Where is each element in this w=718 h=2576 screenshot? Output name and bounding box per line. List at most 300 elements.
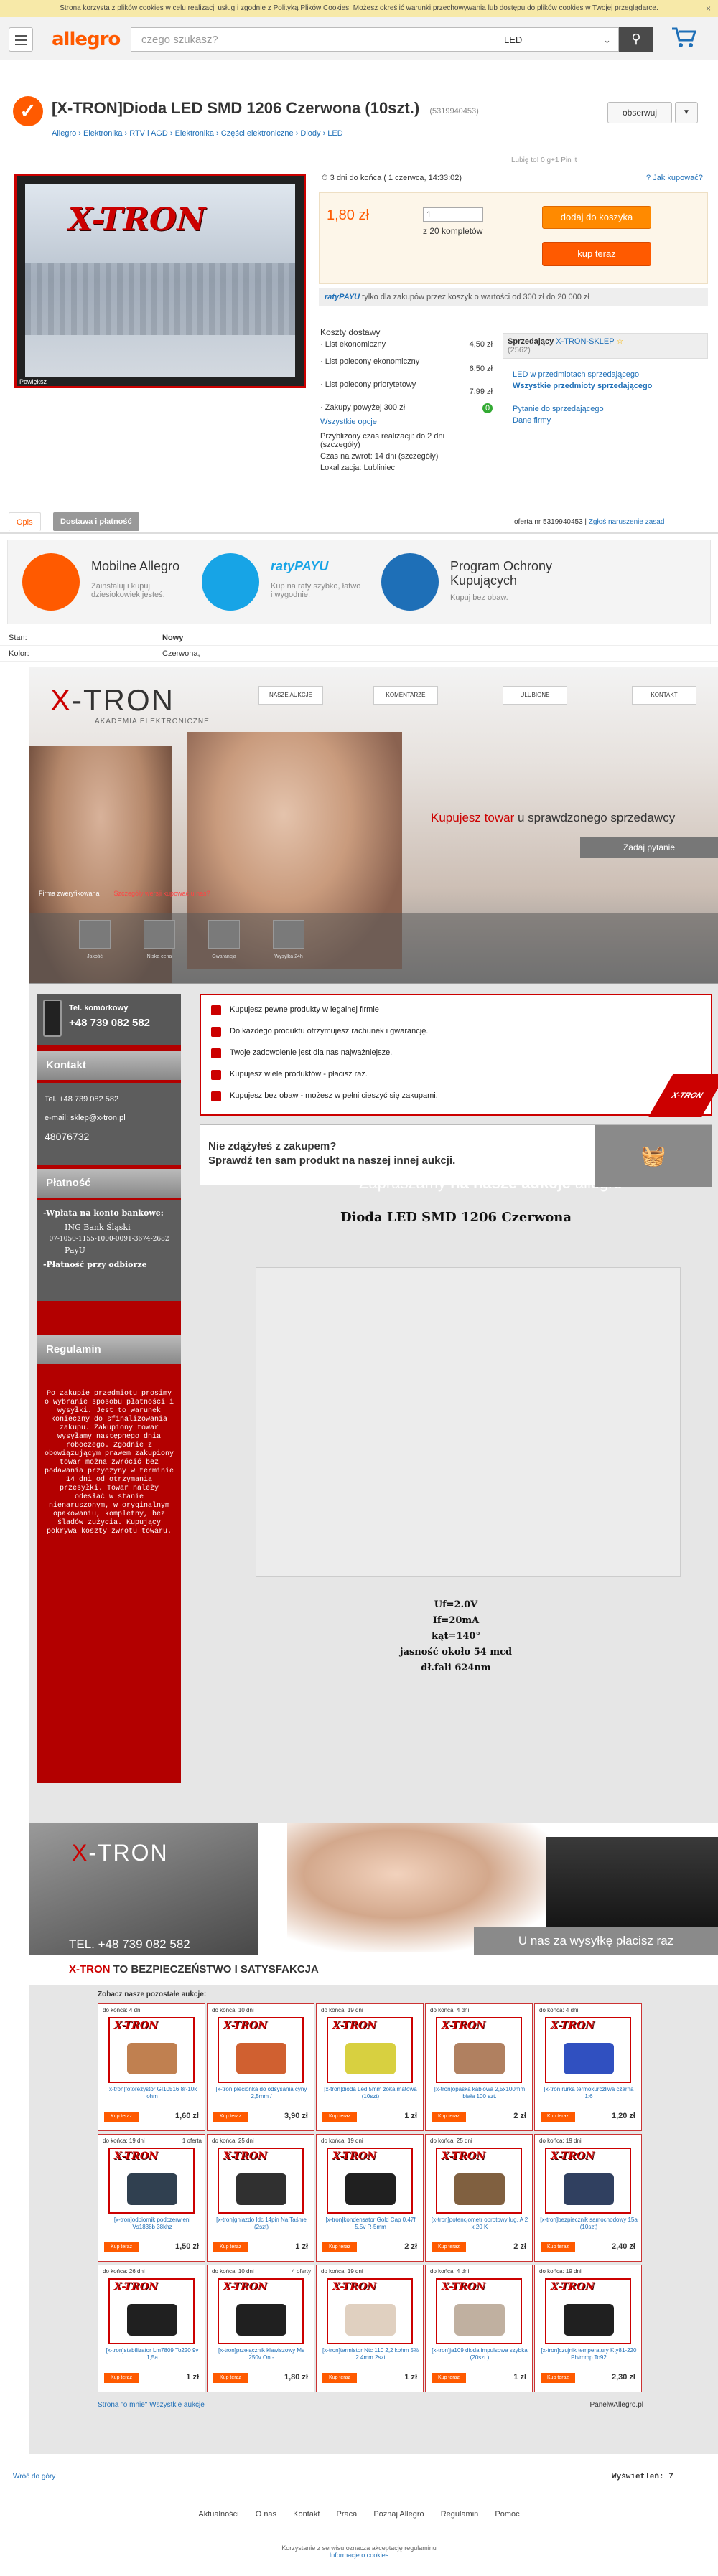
tile-time-left: [539, 2007, 638, 2013]
tile-image[interactable]: [108, 2278, 195, 2344]
phone-icon: [43, 1000, 62, 1037]
tile-time-left: [212, 2268, 311, 2275]
bottom-phone: TEL. +48 739 082 582: [69, 1937, 190, 1951]
category-select[interactable]: [497, 27, 619, 52]
attribute-value: Czerwona,: [162, 649, 200, 658]
observe-dropdown-button[interactable]: [675, 102, 698, 123]
tile-image[interactable]: [545, 2148, 631, 2214]
tab-delivery-payment[interactable]: Dostawa i płatność: [53, 512, 139, 531]
tile-price: 2,30 zł: [611, 2373, 635, 2382]
tile-product-photo: [127, 2304, 177, 2336]
tile-buy-button[interactable]: Kup teraz: [104, 2112, 139, 2122]
cart-button[interactable]: [666, 26, 701, 53]
logo-rest: -TRON: [72, 683, 174, 717]
xtron-logo: [72, 1840, 169, 1866]
umbrella-icon: [381, 553, 439, 611]
offer-title-text: [X-TRON]Dioda LED SMD 1206 Czerwona (10szt.): [52, 99, 420, 117]
features-box: [200, 994, 712, 1116]
tile-price: 1,80 zł: [284, 2373, 308, 2382]
product-heading: Dioda LED SMD 1206 Czerwona: [340, 1210, 572, 1225]
tile-time-left: [103, 2138, 202, 2144]
tile-image[interactable]: [545, 2017, 631, 2083]
all-shipping-options-link[interactable]: Wszystkie opcje: [320, 418, 377, 426]
tile-name[interactable]: [x-tron]przełącznik klawiszowy Ms 250v On -: [218, 2347, 305, 2361]
spec-line: dł.fali 624nm: [421, 1663, 491, 1673]
add-to-cart-button[interactable]: dodaj do koszyka: [542, 206, 651, 229]
seller-rating: (2562): [508, 346, 531, 354]
tile-time-left: [103, 2007, 202, 2013]
tile-time-left: [103, 2268, 202, 2275]
attribute-label: Stan:: [9, 634, 27, 642]
auction-tile[interactable]: [207, 2003, 314, 2131]
auction-tile[interactable]: [534, 2003, 642, 2131]
tile-time-text: do końca: 25 dni: [430, 2138, 472, 2144]
tile-price: 1 zł: [186, 2373, 199, 2382]
feature: Do każdego produktu otrzymujesz rachunek i gwarancję.: [230, 1027, 429, 1035]
icon-label: Gwarancja: [212, 954, 236, 959]
xtron-corner: X-TRON: [648, 1074, 718, 1117]
tile-buy-button[interactable]: Kup teraz: [432, 2242, 466, 2252]
nav-favorites[interactable]: ULUBIONE: [503, 686, 567, 705]
tile-image[interactable]: [108, 2017, 195, 2083]
promo-protection[interactable]: [376, 547, 562, 616]
tile-name[interactable]: [x-tron]ja109 dioda impulsowa szybka (20szt.): [432, 2347, 528, 2361]
time-left-text: 3 dni do końca ( 1 czerwca, 14:33:02): [330, 174, 462, 182]
return-time: Czas na zwrot: 14 dni (szczegóły): [320, 452, 439, 461]
tile-name[interactable]: [x-tron]gniazdo Idc 14pin Na Taśme (2szt): [216, 2217, 307, 2230]
search-button[interactable]: [619, 27, 653, 52]
menu-icon: [15, 35, 27, 37]
seller-link[interactable]: Dane firmy: [513, 416, 551, 425]
icon-label: Niska cena: [146, 954, 172, 959]
phone-label: Tel. komórkowy: [69, 1004, 129, 1012]
check-icon: [211, 1005, 221, 1015]
tile-image[interactable]: [327, 2017, 413, 2083]
tile-product-photo: [236, 2304, 286, 2336]
tile-time-text: do końca: 4 dni: [103, 2007, 142, 2013]
tile-name[interactable]: [x-tron]czujnik temperatury Kty81-220 Ph/rnmp To92: [541, 2347, 637, 2361]
tile-product-photo: [127, 2043, 177, 2074]
led-strip-photo: [25, 263, 295, 335]
tile-time-text: do końca: 19 dni: [321, 2138, 363, 2144]
shipping-value: 6,50 zł: [469, 365, 493, 373]
seller-name[interactable]: X-TRON-SKLEP: [556, 337, 615, 346]
seller-link[interactable]: Pytanie do sprzedającego: [513, 405, 604, 413]
description-banner: [29, 667, 718, 983]
tile-price: 2 zł: [513, 2112, 526, 2120]
seller-link[interactable]: LED w przedmiotach sprzedającego: [513, 370, 640, 379]
tile-name[interactable]: [x-tron]potencjometr obrotowy lug. A 2 x 20 K: [431, 2217, 528, 2230]
quantity-available: z 20 kompletów: [423, 226, 483, 236]
nav-comments[interactable]: KOMENTARZE: [373, 686, 438, 705]
menu-button[interactable]: [9, 27, 33, 52]
contact-header: Kontakt: [37, 1051, 181, 1080]
star-icon: ☆: [616, 337, 624, 346]
buy-now-button[interactable]: kup teraz: [542, 242, 651, 266]
slogan-brand: X-TRON: [69, 1963, 111, 1975]
tile-name[interactable]: [x-tron]fotorezystor GI10516 8r-10k ohm: [107, 2086, 197, 2100]
tile-time-left: [321, 2007, 420, 2013]
tile-price: 1,50 zł: [174, 2242, 199, 2251]
tile-buy-button[interactable]: Kup teraz: [541, 2242, 575, 2252]
slogan-red: Kupujesz towar: [431, 811, 515, 824]
payment-item: -Wpłata na konto bankowe:: [43, 1208, 164, 1218]
auction-tile[interactable]: [316, 2003, 424, 2131]
contact-email[interactable]: e-mail: sklep@x-tron.pl: [45, 1114, 126, 1122]
product-specs: [200, 1597, 712, 1676]
report-link[interactable]: Zgłoś naruszenie zasad: [588, 518, 665, 526]
tile-brand: X-TRON: [114, 2281, 158, 2293]
price: 1,80 zł: [327, 207, 369, 223]
tile-brand: X-TRON: [551, 2281, 595, 2293]
payment-item: -Płatność przy odbiorze: [43, 1260, 147, 1269]
security-slogan: [29, 1955, 345, 1985]
cookie-info-link[interactable]: Informacje o cookies: [329, 2552, 389, 2559]
offer-id: (5319940453): [429, 107, 479, 116]
tile-image[interactable]: [327, 2148, 413, 2214]
gallery-brand: X-TRON: [68, 202, 206, 238]
tile-brand: X-TRON: [442, 2020, 485, 2031]
icon-label: Jakość: [87, 954, 103, 959]
tile-image[interactable]: [436, 2148, 522, 2214]
footer-cookie-info: [0, 2544, 718, 2559]
ask-question-button[interactable]: Zadaj pytanie: [580, 837, 718, 858]
tile-buy-button[interactable]: Kup teraz: [541, 2373, 575, 2383]
nav-contact[interactable]: KONTAKT: [632, 686, 696, 705]
offer-number-text: oferta nr 5319940453: [514, 518, 583, 526]
tile-brand: X-TRON: [442, 2281, 485, 2293]
payment-item: ING Bank Śląski: [65, 1223, 131, 1232]
offer-check-icon: ✓: [13, 96, 43, 126]
nav-auctions[interactable]: NASZE AUKCJE: [258, 686, 323, 705]
other-auction-text: [208, 1139, 455, 1168]
footer-link[interactable]: Poznaj Allegro: [373, 2510, 424, 2519]
menu-icon-line: [15, 39, 27, 41]
tile-product-photo: [345, 2304, 396, 2336]
tile-price: 3,90 zł: [284, 2112, 308, 2120]
quality-icon: [79, 920, 111, 949]
footer-link[interactable]: Aktualności: [198, 2510, 239, 2519]
tile-name[interactable]: [x-tron]termistor Ntc 110 2,2 kohm 5% 2.4mm 2szt: [322, 2347, 419, 2361]
tile-product-photo: [345, 2043, 396, 2074]
promo-title: ratyPAYU: [271, 559, 329, 573]
promo-installments[interactable]: [196, 547, 371, 616]
promo-text: Zainstaluj i kupuj dziesiokowiek jesteś.: [91, 582, 165, 599]
tile-product-photo: [127, 2173, 177, 2205]
tile-time-text: do końca: 4 dni: [430, 2007, 470, 2013]
tile-product-photo: [564, 2043, 614, 2074]
product-photo: [256, 1267, 681, 1577]
phone-box: [37, 994, 181, 1045]
panel-link[interactable]: PanelwAllegro.pl: [589, 2401, 643, 2409]
footer-link[interactable]: Kontakt: [293, 2510, 320, 2519]
shipping-costs: [320, 327, 493, 475]
shipping-row: · List polecony priorytetowy 7,99 zł: [320, 380, 493, 396]
tile-brand: X-TRON: [332, 2150, 376, 2162]
tile-name[interactable]: [x-tron]stabilizator Lm7809 To220 9v 1,5a: [106, 2347, 199, 2361]
shipping-value: 4,50 zł: [469, 340, 493, 349]
tile-image[interactable]: [545, 2278, 631, 2344]
tile-time-left: [212, 2007, 311, 2013]
footer-cookie-text: Korzystanie z serwisu oznacza akceptację regulaminu: [281, 2544, 437, 2552]
shield-icon: [211, 1091, 221, 1101]
tile-price: 1,20 zł: [611, 2112, 635, 2120]
tile-buy-button[interactable]: Kup teraz: [213, 2373, 248, 2383]
zoom-link[interactable]: Powiększ: [19, 378, 47, 385]
left-info-column: [37, 994, 181, 1783]
calculator-icon: [202, 553, 259, 611]
close-icon[interactable]: ×: [705, 4, 711, 14]
payment-box: [37, 1200, 181, 1301]
seller-links: [513, 369, 656, 426]
auction-tile[interactable]: [207, 2134, 314, 2262]
tile-name[interactable]: [x-tron]plecionka do odsysania cyny 2,5mm /: [215, 2086, 307, 2100]
attributes: [0, 630, 718, 663]
feature: Kupujesz pewne produkty w legalnej firmie: [230, 1005, 379, 1014]
tile-image[interactable]: [436, 2278, 522, 2344]
tile-offers: 1 oferta: [182, 2138, 202, 2144]
tile-product-photo: [564, 2304, 614, 2336]
other-items-grid: [98, 1990, 643, 2399]
auction-tile[interactable]: [316, 2265, 424, 2392]
tile-brand: X-TRON: [114, 2150, 158, 2162]
tile-buy-button[interactable]: Kup teraz: [104, 2373, 139, 2383]
tile-name[interactable]: [x-tron]dioda Led 5mm żółta matowa (10szt): [324, 2086, 417, 2100]
shipping-label: List polecony priorytetowy: [325, 380, 416, 389]
shipping-value: 7,99 zł: [469, 387, 493, 396]
view-counter: Wyświetleń: 7: [612, 2473, 673, 2481]
verified-label: Firma zweryfikowana: [39, 890, 100, 897]
menu-icon-line: [15, 44, 27, 45]
about-me-link[interactable]: Strona "o mnie" Wszystkie aukcje: [98, 2401, 205, 2409]
footer-link[interactable]: Regulamin: [440, 2510, 479, 2519]
tile-name[interactable]: [x-tron]kondensator Gold Cap 0.47f 5,5v R-5mm: [325, 2217, 416, 2230]
tile-brand: X-TRON: [551, 2150, 595, 2162]
tab-description[interactable]: Opis: [9, 512, 41, 531]
footer-link[interactable]: O nas: [255, 2510, 277, 2519]
verified-company: [39, 890, 210, 897]
tile-image[interactable]: [218, 2148, 304, 2214]
tile-time-text: do końca: 26 dni: [103, 2268, 145, 2275]
how-to-buy-link[interactable]: ? Jak kupować?: [646, 174, 703, 182]
other-auction-line1: Nie zdążyłeś z zakupem?: [208, 1140, 337, 1152]
tile-time-text: do końca: 19 dni: [539, 2268, 582, 2275]
social-buttons[interactable]: Lubię to! 0 g+1 Pin it: [511, 156, 577, 164]
spec-line: Uf=2.0V: [434, 1599, 478, 1610]
tile-buy-button[interactable]: Kup teraz: [432, 2112, 466, 2122]
seller-box[interactable]: [503, 333, 708, 359]
tile-brand: X-TRON: [442, 2150, 485, 2162]
auction-tile[interactable]: [425, 2003, 533, 2131]
promo-text: Kup na raty szybko, łatwo i wygodnie.: [271, 582, 361, 599]
tile-brand: X-TRON: [332, 2281, 376, 2293]
observe-button[interactable]: obserwuj: [607, 102, 672, 123]
promo-title: Program Ochrony Kupujących: [450, 559, 553, 588]
tile-buy-button[interactable]: Kup teraz: [213, 2112, 248, 2122]
logo-x: X: [50, 683, 73, 717]
laptop-photo: [546, 1837, 718, 1937]
other-auction-banner[interactable]: [200, 1124, 712, 1185]
auction-tile[interactable]: [425, 2134, 533, 2262]
product-image[interactable]: [25, 184, 295, 377]
trusted-seller-slogan: [431, 811, 675, 825]
tile-time-text: do końca: 19 dni: [539, 2138, 582, 2144]
tile-buy-button[interactable]: Kup teraz: [432, 2373, 466, 2383]
allegro-logo[interactable]: allegro: [52, 29, 121, 50]
offer-title: [52, 99, 479, 118]
chevron-down-icon: ⌄: [603, 34, 611, 45]
tile-name[interactable]: [x-tron]opaska kablowa 2,5x100mm biała 100 szt.: [434, 2086, 526, 2100]
heart-icon: [211, 1048, 221, 1058]
tile-product-photo: [454, 2173, 505, 2205]
tile-name[interactable]: [x-tron]rurka termokurczliwa czarna 1:6: [544, 2086, 634, 2100]
auction-tile[interactable]: [534, 2265, 642, 2392]
tile-brand: X-TRON: [223, 2150, 267, 2162]
tile-price: 1 zł: [404, 2373, 417, 2382]
other-items-header: Zobacz nasze pozostałe aukcje:: [98, 1990, 207, 1998]
auction-tile[interactable]: [425, 2265, 533, 2392]
shipping-24h-icon: [273, 920, 304, 949]
tile-time-text: do końca: 19 dni: [321, 2268, 363, 2275]
terms-text: Po zakupie przedmiotu prosimy o wybranie sposobu płatności i wysyłki. Jest to warunek konieczny do sfinalizowania zakupu. Zakupiony towar wysyłamy następnego dnia roboczego. Zgodnie z obowiązującym prawem zakupiony towar można zwrócić bez podawania przyczyny w terminie 14 dni od otrzymania przesyłki. Towar należy odesłać w stanie nienaruszonym, w oryginalnym opakowaniu, kompletny, bez śladów zużycia. Kupujący pokrywa koszty zwrotu towaru.: [44, 1390, 174, 1536]
attribute-label: Kolor:: [9, 649, 29, 658]
shipping-once-slogan: U nas za wysyłkę płacisz raz: [474, 1927, 718, 1955]
seller-label: Sprzedający: [508, 337, 554, 346]
back-to-top-link[interactable]: Wróć do góry: [13, 2473, 56, 2481]
shipping-header: Koszty dostawy: [320, 327, 381, 337]
installments-bar: [319, 288, 708, 306]
tile-brand: X-TRON: [114, 2020, 158, 2031]
allegro-icon: [22, 553, 80, 611]
breadcrumb[interactable]: Allegro › Elektronika › RTV i AGD › Elektronika › Części elektroniczne › Diody › LED: [52, 129, 343, 138]
basket-icon: 🧺: [595, 1125, 712, 1187]
quantity-input[interactable]: 1: [423, 207, 483, 222]
realization-time: Przybliżony czas realizacji: do 2 dni (szczegóły): [320, 432, 445, 449]
bank-account: 07-1050-1155-1000-0091-3674-2682: [49, 1236, 169, 1243]
promo-title: Mobilne Allegro: [91, 559, 180, 573]
low-price-icon: [144, 920, 175, 949]
tile-image[interactable]: [218, 2017, 304, 2083]
promo-strip: [7, 540, 711, 624]
tile-brand: X-TRON: [332, 2020, 376, 2031]
tile-buy-button[interactable]: Kup teraz: [322, 2112, 357, 2122]
tile-buy-button[interactable]: Kup teraz: [541, 2112, 575, 2122]
tile-time-text: do końca: 19 dni: [103, 2138, 145, 2144]
promo-mobile[interactable]: [17, 547, 192, 616]
tile-image[interactable]: [327, 2278, 413, 2344]
buy-box: [319, 192, 708, 284]
tile-image[interactable]: [436, 2017, 522, 2083]
auction-tile[interactable]: [98, 2003, 205, 2131]
spec-line: kąt=140°: [432, 1631, 480, 1642]
cookie-text: Strona korzysta z plików cookies w celu realizacji usług i zgodnie z Polityką Plików Cookies. Możesz określić warunki przechowywania lub dostępu do plików cookies w Twojej przeglądarce.: [60, 4, 658, 12]
shipping-label: Zakupy powyżej 300 zł: [325, 403, 406, 412]
auction-tile[interactable]: [207, 2265, 314, 2392]
tile-price: 1 zł: [295, 2242, 308, 2251]
tile-time-text: do końca: 25 dni: [212, 2138, 254, 2144]
offer-number: oferta nr 5319940453 | Zgłoś naruszenie zasad: [514, 518, 665, 526]
benefit-icons: [29, 913, 718, 984]
tile-brand: X-TRON: [223, 2020, 267, 2031]
product-gallery[interactable]: [14, 174, 306, 388]
attribute-value: Nowy: [162, 634, 184, 642]
free-shipping-badge: 0: [482, 403, 493, 413]
seller-link[interactable]: Wszystkie przedmioty sprzedającego: [513, 382, 653, 390]
terms-header: Regulamin: [37, 1335, 181, 1364]
tile-buy-button[interactable]: Kup teraz: [322, 2373, 357, 2383]
chevron-down-icon: ▼: [683, 108, 690, 116]
seller-description: [29, 667, 718, 2454]
footer-link[interactable]: Praca: [336, 2510, 358, 2519]
xtron-subtitle: AKADEMIA ELEKTRONICZNE: [95, 718, 210, 725]
tile-time-left: [430, 2138, 529, 2144]
tile-price: 1 zł: [404, 2112, 417, 2120]
tile-time-left: [321, 2268, 420, 2275]
tile-time-left: [539, 2138, 638, 2144]
spec-line: jasność około 54 mcd: [399, 1647, 513, 1658]
search-icon: ⚲: [631, 32, 641, 46]
tile-price: 2 zł: [513, 2242, 526, 2251]
tile-time-left: [539, 2268, 638, 2275]
tile-image[interactable]: [108, 2148, 195, 2214]
tile-time-left: [430, 2007, 529, 2013]
tile-time-left: [212, 2138, 311, 2144]
tile-time-text: do końca: 19 dni: [321, 2007, 363, 2013]
tile-product-photo: [236, 2043, 286, 2074]
tile-buy-button[interactable]: Kup teraz: [104, 2242, 139, 2252]
icon-label: Wysyłka 24h: [274, 954, 303, 959]
auction-tile[interactable]: [98, 2134, 205, 2262]
attribute-row: [0, 630, 718, 646]
tile-time-text: do końca: 10 dni: [212, 2268, 254, 2275]
auction-tile[interactable]: [534, 2134, 642, 2262]
logo-rest: -TRON: [88, 1840, 169, 1866]
tile-price: 2,40 zł: [611, 2242, 635, 2251]
tile-price: 2 zł: [404, 2242, 417, 2251]
tile-image[interactable]: [218, 2278, 304, 2344]
tile-buy-button[interactable]: Kup teraz: [322, 2242, 357, 2252]
time-left: ⏱ 3 dni do końca ( 1 czerwca, 14:33:02): [322, 174, 462, 182]
warranty-icon: [208, 920, 240, 949]
feature: Kupujesz wiele produktów - płacisz raz.: [230, 1070, 368, 1078]
tile-brand: X-TRON: [223, 2281, 267, 2293]
tile-buy-button[interactable]: Kup teraz: [213, 2242, 248, 2252]
tile-product-photo: [454, 2304, 505, 2336]
cart-icon: [211, 1070, 221, 1080]
verified-link[interactable]: Szczegóły wersji kupować u nas?: [113, 890, 210, 897]
bottom-banner: [29, 1823, 718, 1985]
contact-box: [37, 1083, 181, 1165]
payment-header: Płatność: [37, 1169, 181, 1198]
phone-number: +48 739 082 582: [69, 1017, 151, 1029]
contact-gg: 48076732: [45, 1131, 90, 1142]
auction-tile[interactable]: [316, 2134, 424, 2262]
shipping-row: · List ekonomiczny 4,50 zł: [320, 340, 493, 349]
tile-name[interactable]: [x-tron]odbiornik podczerwieni Vs1838b 38khz: [113, 2217, 191, 2230]
slogan-rest: u sprawdzonego sprzedawcy: [514, 811, 676, 824]
feature: Twoje zadowolenie jest dla nas najważniejsze.: [230, 1048, 393, 1057]
auction-tile[interactable]: [98, 2265, 205, 2392]
tile-brand: X-TRON: [551, 2020, 595, 2031]
tile-name[interactable]: [x-tron]bezpiecznik samochodowy 15a (10szt): [540, 2217, 638, 2230]
search-input[interactable]: czego szukasz?: [131, 27, 504, 52]
shipping-label: List polecony ekonomiczny: [325, 357, 420, 366]
footer-link[interactable]: Pomoc: [495, 2510, 520, 2519]
location: Lokalizacja: Lubliniec: [320, 464, 395, 472]
how-to-buy-label: Jak kupować?: [653, 174, 703, 182]
cookie-bar: [0, 0, 718, 17]
tile-product-photo: [236, 2173, 286, 2205]
